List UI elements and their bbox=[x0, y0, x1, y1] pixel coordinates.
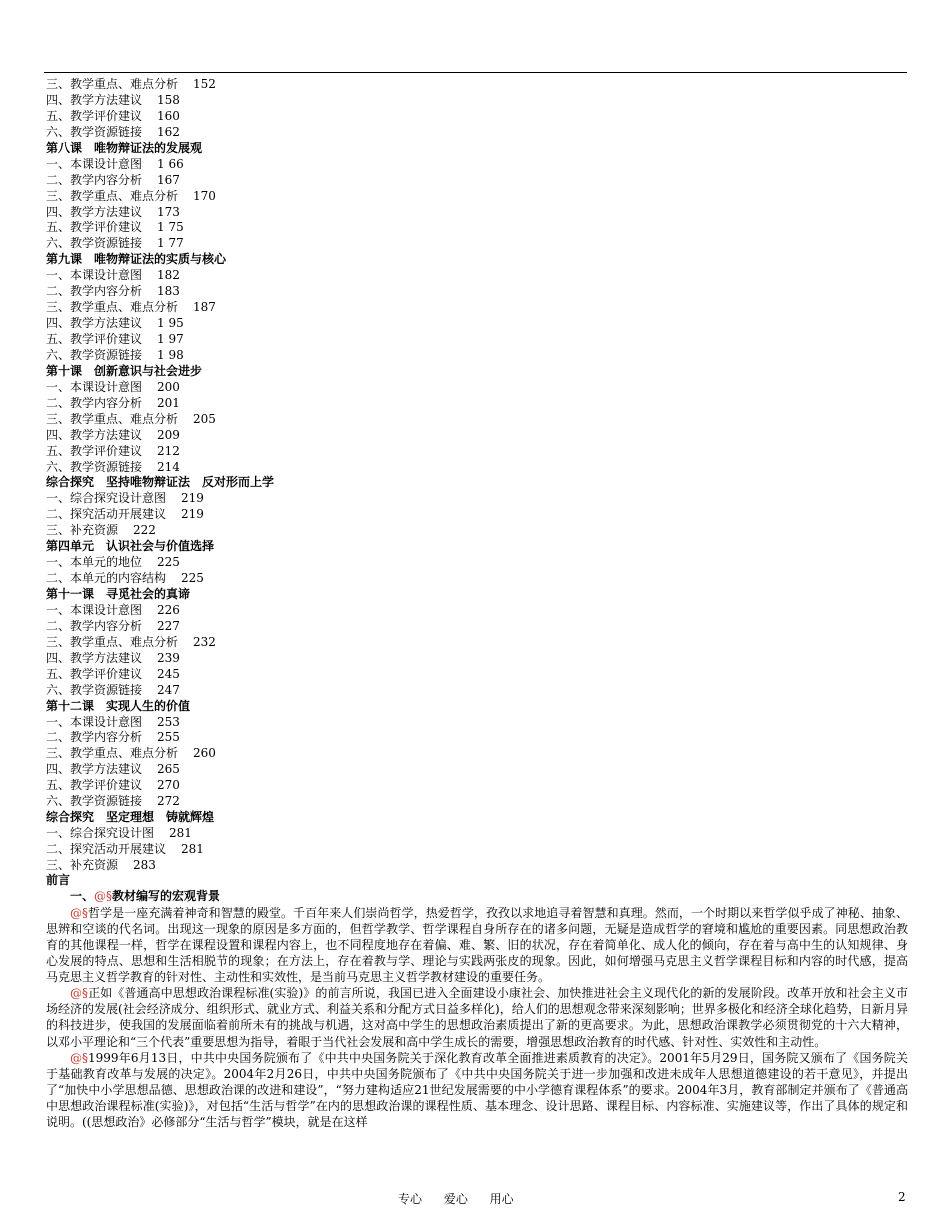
toc-entry bbox=[46, 189, 906, 205]
toc-entry-title: 一、本课设计意图 bbox=[46, 268, 143, 283]
preface bbox=[46, 873, 908, 1130]
toc-entry bbox=[46, 635, 906, 651]
toc-heading bbox=[46, 810, 906, 826]
toc-entry-title: 二、教学内容分析 bbox=[46, 284, 143, 299]
toc-entry bbox=[46, 220, 906, 236]
toc-entry-title: 三、教学重点、难点分析 bbox=[46, 411, 179, 426]
toc-entry bbox=[46, 380, 906, 396]
toc-entry-page: 245 bbox=[157, 666, 180, 681]
toc-entry bbox=[46, 236, 906, 252]
toc-entry-page: 253 bbox=[157, 714, 180, 729]
toc-entry-title: 五、教学评价建议 bbox=[46, 220, 143, 235]
toc-entry-page: 219 bbox=[181, 491, 204, 506]
toc-entry-page: 255 bbox=[157, 730, 180, 745]
toc-entry-title: 综合探究 坚定理想 铸就辉煌 bbox=[46, 810, 215, 825]
toc-entry-page: 260 bbox=[193, 746, 216, 761]
toc-entry bbox=[46, 603, 906, 619]
toc-heading bbox=[46, 699, 906, 715]
toc-heading bbox=[46, 141, 906, 157]
toc-entry-page: 182 bbox=[157, 268, 180, 283]
toc-entry-page: 1 95 bbox=[157, 316, 184, 331]
toc-entry bbox=[46, 794, 906, 810]
toc-entry-page: 1 98 bbox=[157, 347, 184, 362]
toc-entry-page: 281 bbox=[181, 842, 204, 856]
toc-entry-title: 一、本课设计意图 bbox=[46, 602, 143, 617]
toc-entry bbox=[46, 205, 906, 221]
page-number: 2 bbox=[898, 1190, 906, 1204]
toc-entry-title: 第十一课 寻觅社会的真谛 bbox=[46, 587, 191, 601]
toc-entry-title: 四、教学方法建议 bbox=[46, 204, 143, 219]
toc-entry-page: 270 bbox=[157, 778, 180, 793]
toc-entry-title: 三、教学重点、难点分析 bbox=[46, 300, 179, 315]
toc-entry-page: 214 bbox=[157, 459, 180, 474]
toc-heading bbox=[46, 252, 906, 268]
paragraph-marker: @§ bbox=[70, 1050, 88, 1065]
toc-entry-page: 187 bbox=[193, 300, 216, 315]
toc-entry-title: 六、教学资源链接 bbox=[46, 459, 143, 474]
toc-entry-title: 三、教学重点、难点分析 bbox=[46, 77, 179, 91]
toc-entry-page: 1 75 bbox=[157, 220, 184, 235]
toc-entry-title: 五、教学评价建议 bbox=[46, 332, 143, 346]
toc-entry-title: 二、本单元的内容结构 bbox=[46, 571, 167, 586]
toc-entry bbox=[46, 332, 906, 348]
toc-entry bbox=[46, 826, 906, 842]
toc-entry-page: 222 bbox=[133, 523, 156, 538]
toc-entry-page: 170 bbox=[193, 188, 216, 203]
toc-entry-page: 1 97 bbox=[157, 332, 184, 346]
toc-entry-title: 三、补充资源 bbox=[46, 523, 119, 538]
toc-entry bbox=[46, 571, 906, 587]
toc-heading bbox=[46, 475, 906, 491]
toc-entry bbox=[46, 715, 906, 731]
toc-entry-title: 二、教学内容分析 bbox=[46, 395, 143, 410]
toc-entry-page: 183 bbox=[157, 284, 180, 299]
toc-entry-title: 一、综合探究设计图 bbox=[46, 826, 155, 841]
toc-entry-page: 160 bbox=[157, 108, 180, 123]
toc-entry-page: 265 bbox=[157, 762, 180, 777]
toc-entry bbox=[46, 858, 906, 874]
toc-entry-page: 227 bbox=[157, 618, 180, 633]
toc-entry-title: 二、教学内容分析 bbox=[46, 618, 143, 633]
toc-entry-page: 209 bbox=[157, 427, 180, 442]
toc-entry bbox=[46, 157, 906, 173]
toc-entry bbox=[46, 778, 906, 794]
toc-heading bbox=[46, 364, 906, 380]
preface-paragraph: @§哲学是一座充满着神奇和智慧的殿堂。千百年来人们崇尚哲学，热爱哲学，孜孜以求地追寻着智慧和真理。然而，一个时期以来哲学似乎成了神秘、抽象、思辨和空谈的代名词。出现这一现象的原因是多方面的，但哲学教学、哲学课程自身所存在的诸多问题，无疑是造成哲学的窘境和尴尬的重要因素。同思想政治教育的其他课程一样，哲学在课程设置和课程内容上，也不同程度地存在着偏、难、繁、旧的状况，存在着简单化、成人化的倾向，存在着与高中生的认知规律、身心发展的特点、思想和生活相脱节的现象；在方法上，存在着教与学、理论与实践两张皮的现象。因此，如何增强马克思主义哲学课程目标和内容的时代感，提高马克思主义哲学教育的针对性、主动性和实效性，是当前马克思主义哲学教材建设的重要任务。 bbox=[46, 905, 908, 985]
toc-entry-page: 239 bbox=[157, 650, 180, 665]
toc-entry-page: 225 bbox=[157, 555, 180, 570]
toc-entry bbox=[46, 460, 906, 476]
toc-entry-page: 158 bbox=[157, 92, 180, 107]
toc-entry bbox=[46, 396, 906, 412]
toc-entry-title: 五、教学评价建议 bbox=[46, 443, 143, 458]
toc-entry-title: 五、教学评价建议 bbox=[46, 666, 143, 681]
toc-entry bbox=[46, 77, 906, 93]
toc-entry-title: 第十课 创新意识与社会进步 bbox=[46, 363, 203, 378]
toc-entry bbox=[46, 619, 906, 635]
toc-entry bbox=[46, 268, 906, 284]
toc-entry bbox=[46, 348, 906, 364]
toc-entry-title: 一、本课设计意图 bbox=[46, 156, 143, 171]
toc-entry-title: 第九课 唯物辩证法的实质与核心 bbox=[46, 252, 227, 267]
toc-entry-page: 200 bbox=[157, 379, 180, 394]
toc-entry-page: 205 bbox=[193, 411, 216, 426]
toc-entry bbox=[46, 444, 906, 460]
toc-entry bbox=[46, 173, 906, 189]
toc-entry-title: 四、教学方法建议 bbox=[46, 762, 143, 777]
toc-entry bbox=[46, 555, 906, 571]
toc-entry-title: 三、教学重点、难点分析 bbox=[46, 188, 179, 203]
paragraph-marker: @§ bbox=[70, 905, 88, 920]
toc-entry bbox=[46, 300, 906, 316]
toc-entry-page: 212 bbox=[157, 443, 180, 458]
toc-entry-title: 二、探究活动开展建议 bbox=[46, 842, 167, 856]
paragraph-marker: @§ bbox=[70, 986, 88, 1001]
toc-entry bbox=[46, 842, 906, 858]
preface-paragraph: @§1999年6月13日，中共中央国务院颁布了《中共中央国务院关于深化教育改革全面推进素质教育的决定》。2001年5月29日，国务院又颁布了《国务院关于基础教育改革与发展的决定》。2004年2月26日，中共中央国务院颁布了《中共中央国务院关于进一步加强和改进未成年人思想道德建设的若干意见》，并提出了“加快中小学思想品德、思想政治课的改进和建设”，“努力建构适应21世纪发展需要的中小学德育课程体系”的要求。2004年3月，教育部制定并颁布了《普通高中思想政治课程标准(实验)》，对包括“生活与哲学”在内的思想政治课的课程性质、基本理念、设计思路、课程目标、内容标准、实施建议等，作出了具体的规定和说明。((思想政治》必修部分“生活与哲学”模块，就是在这样 bbox=[46, 1050, 908, 1129]
toc-entry-title: 六、教学资源链接 bbox=[46, 347, 143, 362]
section-marker: @§ bbox=[94, 888, 113, 903]
toc-entry bbox=[46, 316, 906, 332]
toc-entry-title: 一、综合探究设计意图 bbox=[46, 491, 167, 506]
toc-entry bbox=[46, 491, 906, 507]
preface-paragraph: @§正如《普通高中思想政治课程标准(实验)》的前言所说，我国已进入全面建设小康社会、加快推进社会主义现代化的新的发展阶段。改革开放和社会主义市场经济的发展(社会经济成分、组织形式、就业方式、利益关系和分配方式日益多样化)，给人们的思想观念带来深刻影响；世界多极化和经济全球化趋势，日新月异的科技进步，使我国的发展面临着前所未有的挑战与机遇，这对高中学生的思想政治素质提出了新的更高要求。为此，思想政治课教学必须贯彻党的十六大精神，以邓小平理论和“三个代表”重要思想为指导，着眼于当代社会发展和高中学生成长的需要，增强思想政治教育的时代感、针对性、实效性和主动性。 bbox=[46, 986, 908, 1049]
toc-entry-page: 162 bbox=[157, 124, 180, 139]
toc-entry bbox=[46, 125, 906, 141]
preface-title: 前言 bbox=[46, 873, 71, 887]
toc-entry-title: 二、教学内容分析 bbox=[46, 730, 143, 745]
toc-entry-page: 219 bbox=[181, 507, 204, 522]
toc-entry-title: 四、教学方法建议 bbox=[46, 92, 143, 107]
toc-entry-page: 283 bbox=[133, 857, 156, 872]
toc-entry bbox=[46, 683, 906, 699]
toc-entry-page: 232 bbox=[193, 634, 216, 649]
toc-entry-page: 173 bbox=[157, 204, 180, 219]
toc-entry-title: 一、本课设计意图 bbox=[46, 714, 143, 729]
toc-entry-title: 六、教学资源链接 bbox=[46, 794, 143, 809]
toc-entry-title: 四、教学方法建议 bbox=[46, 316, 143, 331]
toc-entry bbox=[46, 428, 906, 444]
toc-entry bbox=[46, 651, 906, 667]
toc-entry-page: 247 bbox=[157, 682, 180, 697]
toc-entry-page: 1 77 bbox=[157, 236, 184, 251]
toc-entry-title: 第十二课 实现人生的价值 bbox=[46, 698, 191, 713]
toc-heading bbox=[46, 539, 906, 555]
toc-entry bbox=[46, 93, 906, 109]
toc-entry bbox=[46, 109, 906, 125]
toc-entry-page: 167 bbox=[157, 172, 180, 187]
toc-entry bbox=[46, 412, 906, 428]
toc-entry bbox=[46, 523, 906, 539]
toc-entry bbox=[46, 507, 906, 523]
toc-entry-title: 四、教学方法建议 bbox=[46, 650, 143, 665]
toc-entry bbox=[46, 730, 906, 746]
toc-entry bbox=[46, 762, 906, 778]
toc-entry-page: 225 bbox=[181, 571, 204, 586]
section-number: 一、 bbox=[70, 888, 95, 903]
toc-entry-page: 281 bbox=[169, 826, 192, 841]
toc-entry-page: 201 bbox=[157, 395, 180, 410]
toc-entry-page: 152 bbox=[193, 77, 216, 91]
header-rule bbox=[44, 72, 907, 73]
toc-entry bbox=[46, 284, 906, 300]
toc-entry-page: 272 bbox=[157, 794, 180, 809]
toc-entry-title: 一、本课设计意图 bbox=[46, 379, 143, 394]
toc-entry-title: 六、教学资源链接 bbox=[46, 124, 143, 139]
toc-entry-title: 二、教学内容分析 bbox=[46, 172, 143, 187]
toc-entry-title: 一、本单元的地位 bbox=[46, 555, 143, 570]
toc-entry-title: 三、教学重点、难点分析 bbox=[46, 634, 179, 649]
toc-entry-page: 226 bbox=[157, 602, 180, 617]
section-heading bbox=[46, 889, 908, 905]
toc-entry-title: 五、教学评价建议 bbox=[46, 778, 143, 793]
toc-entry-title: 四、教学方法建议 bbox=[46, 427, 143, 442]
table-of-contents bbox=[46, 77, 906, 874]
toc-entry bbox=[46, 746, 906, 762]
toc-entry-title: 六、教学资源链接 bbox=[46, 682, 143, 697]
toc-entry bbox=[46, 667, 906, 683]
toc-entry-title: 六、教学资源链接 bbox=[46, 236, 143, 251]
footer-motto: 专心 爱心 用心 bbox=[398, 1192, 514, 1206]
toc-entry-title: 综合探究 坚持唯物辩证法 反对形而上学 bbox=[46, 475, 275, 490]
toc-entry-title: 第八课 唯物辩证法的发展观 bbox=[46, 140, 203, 155]
toc-entry-title: 三、教学重点、难点分析 bbox=[46, 746, 179, 761]
toc-entry-title: 第四单元 认识社会与价值选择 bbox=[46, 539, 215, 554]
toc-entry-title: 三、补充资源 bbox=[46, 857, 119, 872]
toc-heading bbox=[46, 587, 906, 603]
toc-entry-page: 1 66 bbox=[157, 156, 184, 171]
section-title: 教材编写的宏观背景 bbox=[112, 888, 221, 903]
toc-entry-title: 五、教学评价建议 bbox=[46, 108, 143, 123]
toc-entry-title: 二、探究活动开展建议 bbox=[46, 507, 167, 522]
